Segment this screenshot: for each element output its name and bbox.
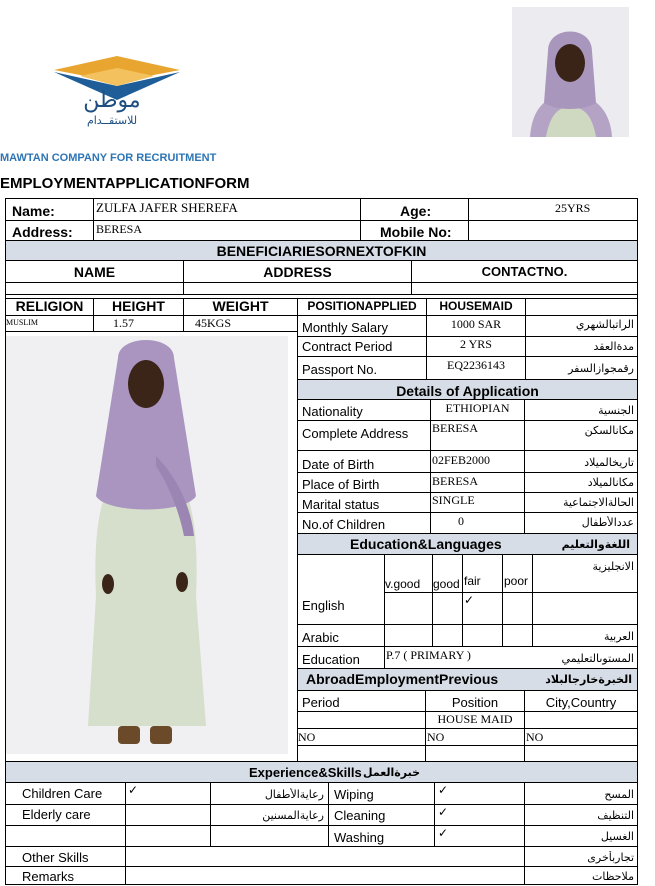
contract-label: Contract Period: [302, 339, 393, 354]
skill-children-care: Children Care: [22, 786, 103, 801]
nationality-ar: الجنسية: [598, 404, 634, 417]
level-fair: fair: [464, 574, 481, 588]
complete-address-label: Complete Address: [302, 426, 409, 441]
beneficiaries-col-name: NAME: [73, 264, 116, 280]
applicant-address: BERESA: [96, 222, 143, 236]
dob-ar: تاريخالميلاد: [584, 456, 634, 469]
abroad-col-position: Position: [451, 695, 499, 710]
children-ar: عددالأطفال: [581, 516, 634, 529]
age-label: Age:: [400, 203, 432, 219]
passport-value: EQ2236143: [447, 358, 505, 372]
logo-text: موطن: [83, 88, 141, 113]
marital-label: Marital status: [302, 497, 380, 512]
dob-value: 02FEB2000: [432, 453, 491, 467]
education-value: P.7 ( PRIMARY ): [386, 648, 471, 662]
religion-value: MUSLIM: [6, 318, 39, 327]
skill-washing-ar: الغسيل: [600, 830, 634, 843]
skills-title-ar: خبرةالعمل: [363, 766, 421, 779]
salary-value: 1000 SAR: [450, 317, 502, 331]
skill-wiping-ar: المسح: [604, 788, 634, 801]
abroad-title: AbroadEmploymentPrevious: [306, 671, 499, 687]
skills-title: Experience&Skills: [249, 765, 362, 780]
pob-label: Place of Birth: [302, 477, 380, 492]
english-label: English: [302, 598, 345, 613]
abroad-col-city: City,Country: [545, 695, 617, 710]
weight-value: 45KGS: [195, 316, 232, 330]
details-title: Details of Application: [396, 383, 539, 399]
nationality-value: ETHIOPIAN: [445, 401, 510, 415]
level-vgood: v.good: [385, 577, 421, 591]
passport-label: Passport No.: [302, 362, 378, 377]
abroad-city-no: NO: [526, 730, 544, 744]
pob-value: BERESA: [432, 474, 479, 488]
form-title: EMPLOYMENTAPPLICATIONFORM: [0, 175, 250, 192]
salary-ar: الراتبالشهري: [575, 318, 634, 331]
applicant-age: 25YRS: [555, 201, 591, 215]
skill-washing-check: ✓: [438, 826, 449, 840]
religion-label: RELIGION: [15, 298, 84, 314]
weight-label: WEIGHT: [212, 298, 269, 314]
company-name: MAWTAN COMPANY FOR RECRUITMENT: [0, 152, 217, 164]
address-label: Address:: [12, 224, 73, 240]
beneficiaries-title: BENEFICIARIESORNEXTOFKIN: [216, 243, 427, 259]
education-title: Education&Languages: [350, 536, 502, 552]
mobile-label: Mobile No:: [380, 224, 452, 240]
passport-ar: رقمجوازالسفر: [568, 362, 634, 375]
children-label: No.of Children: [302, 517, 386, 532]
abroad-position-value: HOUSE MAID: [437, 712, 513, 726]
contract-ar: مدةالعقد: [593, 340, 634, 353]
arabic-ar: العربية: [603, 630, 634, 643]
pob-ar: مكانالميلاد: [587, 476, 634, 489]
level-good: good: [433, 577, 460, 591]
arabic-label: Arabic: [302, 630, 339, 645]
skill-cleaning-check: ✓: [438, 805, 449, 819]
children-value: 0: [458, 514, 464, 528]
applicant-name: ZULFA JAFER SHEREFA: [96, 200, 238, 215]
height-label: HEIGHT: [112, 298, 165, 314]
language-ar: الانجليزية: [592, 560, 634, 573]
logo-subtext: للاستقــدام: [86, 114, 138, 127]
name-label: Name:: [12, 203, 55, 219]
marital-value: SINGLE: [432, 493, 475, 507]
education-label: Education: [302, 652, 360, 667]
complete-address-value: BERESA: [432, 421, 479, 435]
abroad-title-ar: الخبرةخارجالبلاد: [545, 673, 632, 686]
position-label: POSITIONAPPLIED: [307, 299, 417, 313]
abroad-period-no: NO: [298, 730, 316, 744]
skill-wiping-check: ✓: [438, 783, 449, 797]
beneficiaries-col-address: ADDRESS: [263, 264, 332, 280]
skill-wiping: Wiping: [334, 787, 374, 802]
skill-children-care-check: ✓: [128, 783, 139, 797]
complete-address-ar: مكانالسكن: [584, 424, 634, 437]
education-title-ar: اللغةوالتعليم: [561, 538, 630, 551]
contract-value: 2 YRS: [460, 337, 492, 351]
english-fair-checkmark: ✓: [464, 593, 475, 607]
height-value: 1.57: [113, 316, 134, 330]
skill-children-care-ar: رعايةالأطفال: [264, 788, 324, 801]
nationality-label: Nationality: [302, 404, 363, 419]
education-ar: المستوىالتعليمي: [561, 652, 634, 665]
skill-cleaning-ar: التنظيف: [597, 809, 634, 822]
skill-cleaning: Cleaning: [334, 808, 386, 823]
salary-label: Monthly Salary: [302, 320, 388, 335]
other-skills-ar: تجاربأخرى: [587, 851, 634, 864]
abroad-col-period: Period: [302, 695, 340, 710]
marital-ar: الحالةالاجتماعية: [562, 496, 634, 509]
position-value: HOUSEMAID: [439, 299, 513, 313]
applicant-full-photo: [6, 336, 288, 754]
dob-label: Date of Birth: [302, 457, 375, 472]
skill-elderly-care-ar: رعايةالمسنين: [262, 809, 324, 822]
other-skills-label: Other Skills: [22, 850, 89, 865]
skill-elderly-care: Elderly care: [22, 807, 91, 822]
remarks-ar: ملاحظات: [592, 870, 634, 883]
level-poor: poor: [504, 574, 529, 588]
remarks-label: Remarks: [22, 869, 75, 884]
abroad-position-no: NO: [427, 730, 445, 744]
applicant-portrait: [512, 7, 629, 137]
skill-washing: Washing: [334, 830, 385, 845]
beneficiaries-col-contact: CONTACTNO.: [481, 264, 568, 279]
